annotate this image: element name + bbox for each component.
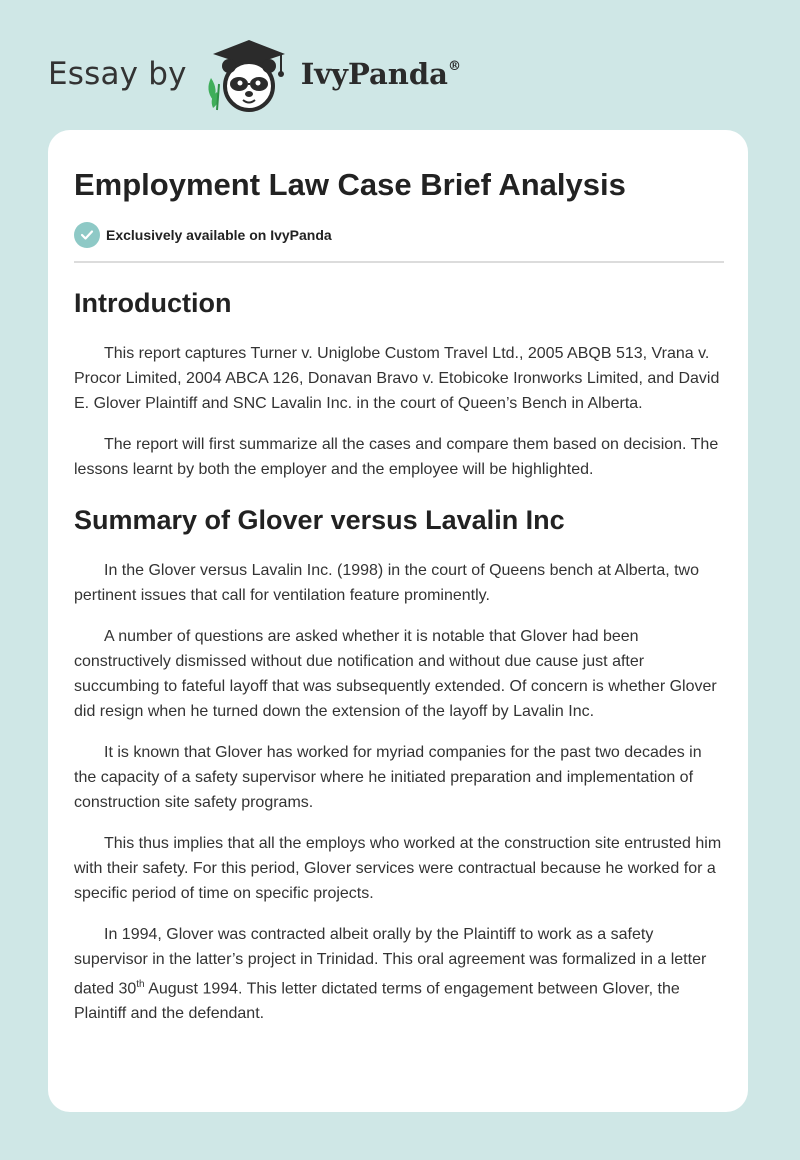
panda-mascot-icon — [203, 34, 295, 114]
paragraph: In the Glover versus Lavalin Inc. (1998) in the court of Queens bench at Alberta, two pertinent issues that call for ventilation feature prominently. — [74, 562, 699, 604]
exclusive-badge — [74, 222, 724, 248]
site-header — [48, 34, 461, 114]
ivypanda-logo[interactable] — [203, 34, 461, 114]
section-heading-summary: Summary of Glover versus Lavalin Inc — [74, 505, 565, 535]
section-heading-introduction: Introduction — [74, 288, 232, 318]
paragraph: The report will first summarize all the cases and compare them based on decision. The lessons learnt by both the employer and the employee will be highlighted. — [74, 436, 719, 478]
essay-content — [74, 130, 724, 1026]
paragraph: This report captures Turner v. Uniglobe Custom Travel Ltd., 2005 ABQB 513, Vrana v. Procor Limited, 2004 ABCA 126, Donavan Bravo v. Etobicoke Ironworks Limited, and David E. Glover Plaintiff and SNC Lavalin Inc. in the court of Queen’s Bench in Alberta. — [74, 345, 720, 412]
check-icon — [74, 222, 100, 248]
page-title: Employment Law Case Brief Analysis — [74, 167, 626, 202]
divider — [74, 261, 724, 263]
essay-by-label: Essay by — [48, 56, 187, 92]
paragraph: In 1994, Glover was contracted albeit orally by the Plaintiff to work as a safety supervisor in the latter’s project in Trinidad. This oral agreement was formalized in a letter dated 30th August 1994. This letter dictated terms of engagement between Glover, the Plaintiff and the defendant. — [74, 926, 707, 1023]
exclusive-badge-label: Exclusively available on IvyPanda — [106, 227, 332, 243]
paragraph: It is known that Glover has worked for myriad companies for the past two decades in the capacity of a safety supervisor where he initiated preparation and implementation of construction site safety programs. — [74, 744, 702, 811]
essay-card — [48, 130, 748, 1112]
paragraph: This thus implies that all the employs who worked at the construction site entrusted him with their safety. For this period, Glover services were contractual because he worked for a specific period of time on specific projects. — [74, 835, 722, 902]
brand-name: IvyPanda® — [300, 57, 461, 91]
paragraph: A number of questions are asked whether it is notable that Glover had been constructively dismissed without due notification and without due cause just after succumbing to fateful layoff that was subsequently extended. Of concern is whether Glover did resign when he turned down the extension of the layoff by Lavalin Inc. — [74, 628, 717, 720]
